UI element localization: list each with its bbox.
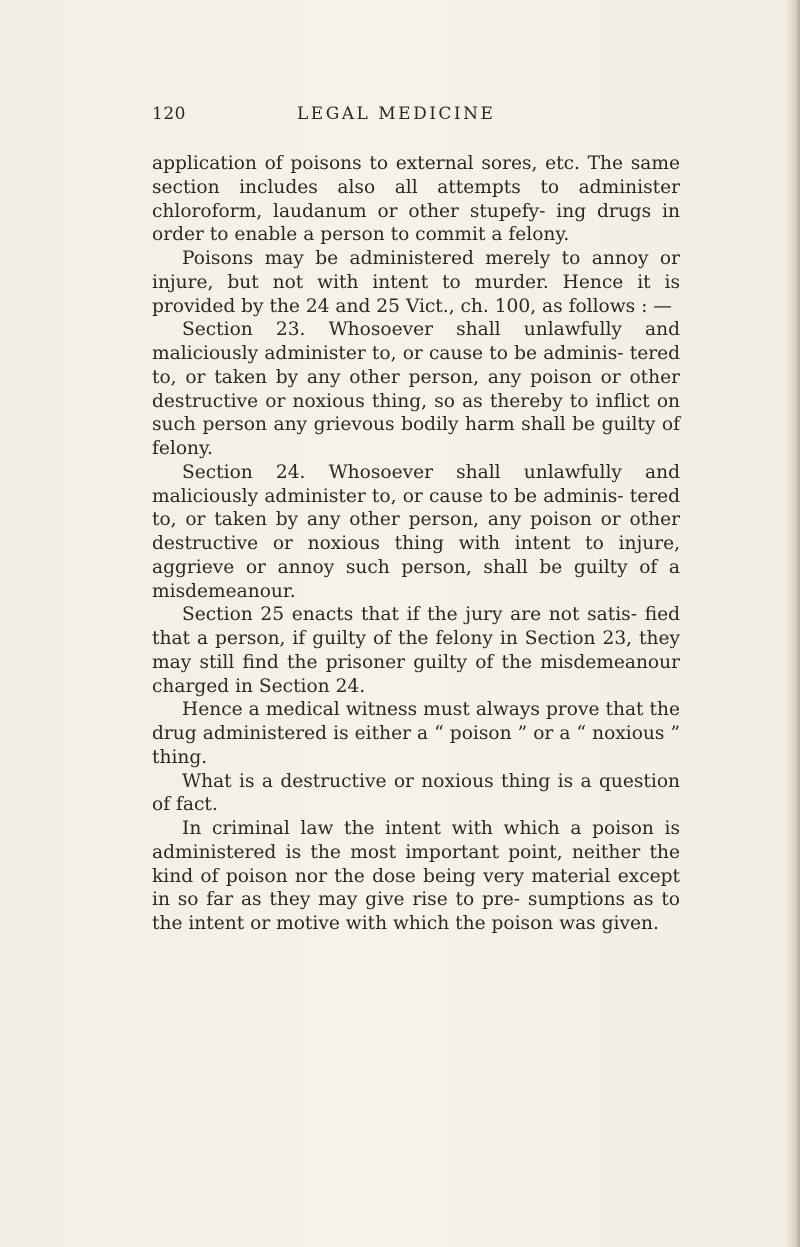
- paragraph-section-24: Section 24. Whosoever shall unlawfully and maliciously administer to, or cause to be adminis- tered to, or taken by any other person, any poison or other destructive or noxious thing with intent to injure, aggrieve or annoy such person, shall be guilty of a misdemeanour.: [152, 461, 680, 602]
- paragraph-1: application of poisons to external sores, etc. The same section includes also all attempts to administer chloroform, laudanum or other stupefy- ing drugs in order to enable a person to commit a felony.: [152, 153, 680, 246]
- page-number: 120: [152, 104, 186, 124]
- running-title: LEGAL MEDICINE: [297, 104, 496, 124]
- paragraph-section-23: Section 23. Whosoever shall unlawfully and maliciously administer to, or cause to be adminis- tered to, or taken by any other person, any poison or other destructive or noxious thing, so as thereby to inflict on such person any grievous bodily harm shall be guilty of felony.: [152, 319, 680, 459]
- paragraph-2: Poisons may be administered merely to annoy or injure, but not with intent to murder. Hence it is provided by the 24 and 25 Vict., ch. 100, as follows : —: [152, 248, 680, 317]
- paragraph-question-of-fact: What is a destructive or noxious thing is a question of fact.: [152, 770, 680, 816]
- body-text: [152, 152, 680, 936]
- paragraph-medical-witness: Hence a medical witness must always prove that the drug administered is either a “ poison ” or a “ noxious ” thing.: [152, 699, 680, 768]
- paragraph-section-25: Section 25 enacts that if the jury are not satis- fied that a person, if guilty of the felony in Section 23, they may still find the prisoner guilty of the misdemeanour charged in Section 24.: [152, 604, 680, 697]
- page-edge-shadow: [786, 0, 800, 1247]
- paragraph-criminal-law: In criminal law the intent with which a poison is administered is the most important point, neither the kind of poison nor the dose being very material except in so far as they may give rise to pre- sumptions as to the intent or motive with which the poison was given.: [152, 818, 680, 934]
- running-head: [152, 104, 672, 132]
